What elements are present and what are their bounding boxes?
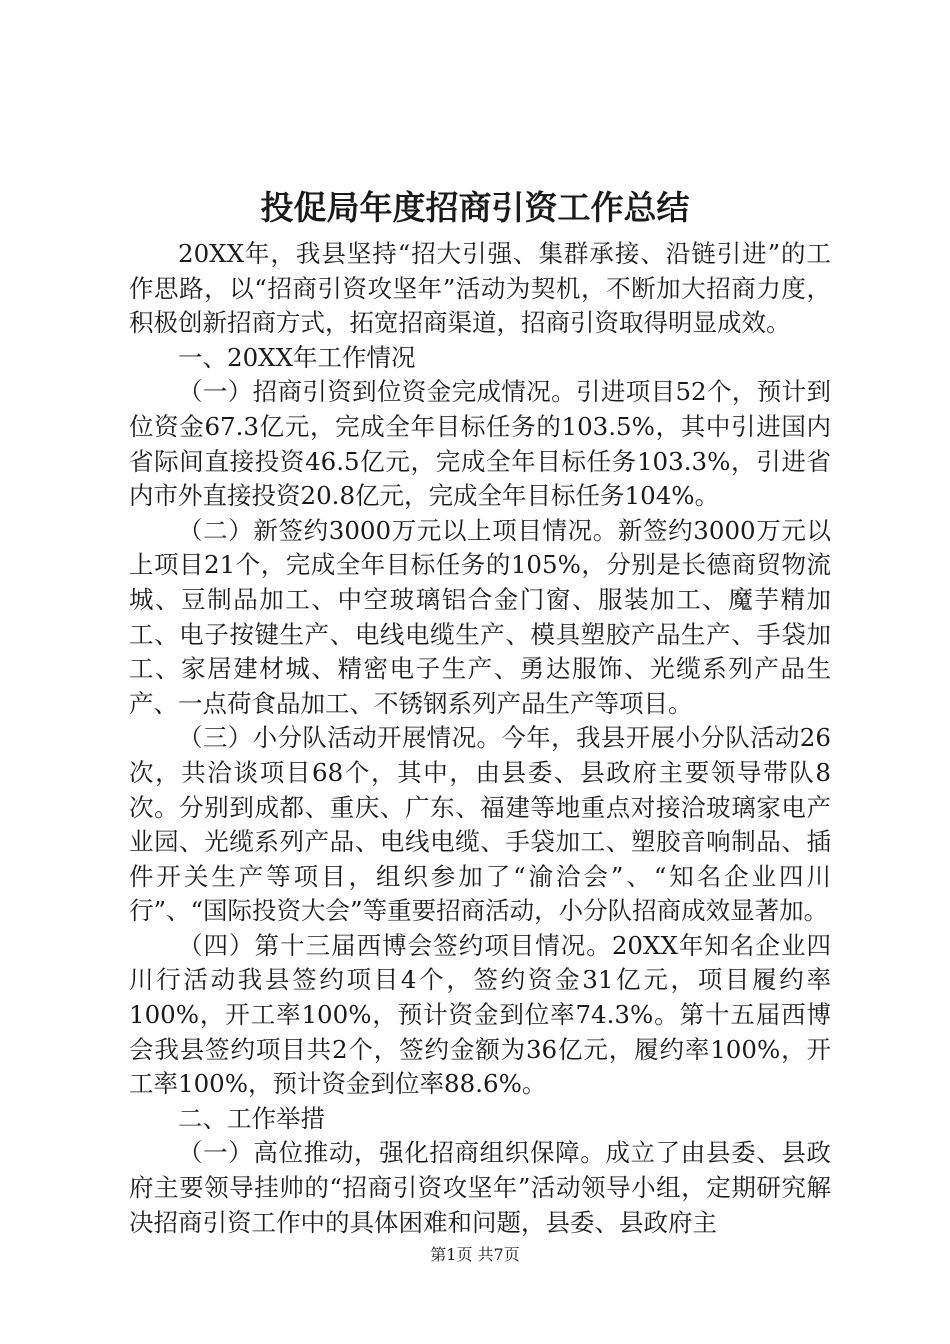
page-number-footer: 第1页 共7页 bbox=[430, 1245, 520, 1264]
section-heading-1: 一、20XX年工作情况 bbox=[178, 342, 416, 372]
paragraph-2-1: （一）高位推动，强化招商组织保障。成立了由县委、县政府主要领导挂帅的“招商引资攻坚年”活动领导小组，定期研究解决招商引资工作中的具体困难和问题，县委、县政府主 bbox=[129, 1138, 831, 1237]
paragraph-intro: 20XX年，我县坚持“招大引强、集群承接、沿链引进”的工作思路，以“招商引资攻坚年”活动为契机，不断加大招商力度，积极创新招商方式，拓宽招商渠道，招商引资取得明显成效。 bbox=[129, 239, 831, 338]
paragraph-1-1: （一）招商引资到位资金完成情况。引进项目52个，预计到位资金67.3亿元，完成全年目标任务的103.5%，其中引进国内省际间直接投资46.5亿元，完成全年目标任务103.3%，引进省内市外直接投资20.8亿元，完成全年目标任务104%。 bbox=[129, 377, 831, 511]
paragraph-1-3: （三）小分队活动开展情况。今年，我县开展小分队活动26次，共洽谈项目68个，其中，由县委、县政府主要领导带队8次。分别到成都、重庆、广东、福建等地重点对接洽玻璃家电产业园、光缆系列产品、电线电缆、手袋加工、塑胶音响制品、插件开关生产等项目，组织参加了“渝洽会”、“知名企业四川行”、“国际投资大会”等重要招商活动，小分队招商成效显著加。 bbox=[129, 723, 831, 926]
paragraph-1-4: （四）第十三届西博会签约项目情况。20XX年知名企业四川行活动我县签约项目4个，签约资金31亿元，项目履约率100%，开工率100%，预计资金到位率74.3%。第十五届西博会我县签约项目共2个，签约金额为36亿元，履约率100%，开工率100%，预计资金到位率88.6%。 bbox=[129, 930, 831, 1099]
section-heading-2: 二、工作举措 bbox=[178, 1103, 325, 1133]
document-title: 投促局年度招商引资工作总结 bbox=[260, 188, 690, 227]
paragraph-1-2: （二）新签约3000万元以上项目情况。新签约3000万元以上项目21个，完成全年目标任务的105%，分别是长德商贸物流城、豆制品加工、中空玻璃铝合金门窗、服装加工、魔芋精加工、电子按键生产、电线电缆生产、模具塑胶产品生产、手袋加工、家居建材城、精密电子生产、勇达服饰、光缆系列产品生产、一点荷食品加工、不锈钢系列产品生产等项目。 bbox=[129, 515, 831, 718]
document-body bbox=[129, 237, 831, 1240]
